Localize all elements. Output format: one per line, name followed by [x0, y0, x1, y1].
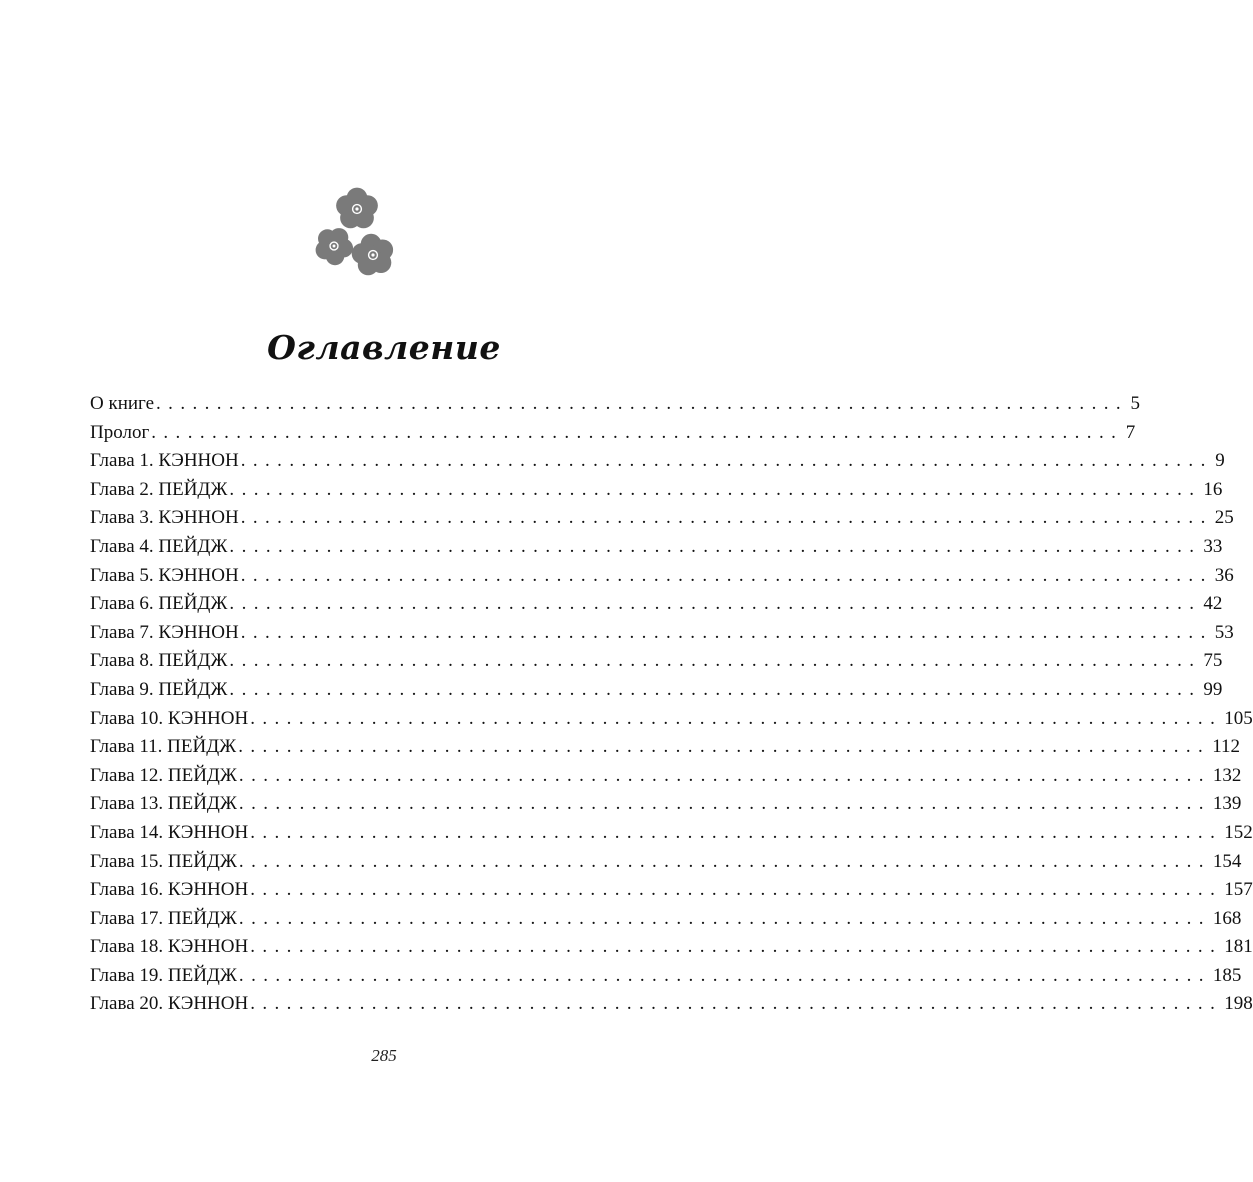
toc-leader-dots: ................................................................................	[156, 393, 1129, 414]
page-number: 285	[371, 1046, 397, 1065]
toc-entry-title: Глава 20. КЭННОН	[90, 993, 249, 1015]
toc-entry-page: 33	[1203, 535, 1223, 557]
toc-entry	[90, 705, 1253, 734]
toc-entry-page: 157	[1224, 879, 1253, 901]
toc-entry	[90, 933, 1253, 962]
toc-entry	[90, 876, 1253, 905]
toc-entry-title: Глава 9. ПЕЙДЖ	[90, 678, 228, 700]
toc-leader-dots: ................................................................................	[250, 993, 1223, 1015]
toc-entry-title: Глава 16. КЭННОН	[90, 879, 249, 901]
toc-entry-title: Глава 13. ПЕЙДЖ	[90, 793, 237, 815]
toc-entry-title: Глава 1. КЭННОН	[90, 450, 239, 472]
toc-entry-page: 99	[1203, 678, 1223, 700]
toc-leader-dots: ................................................................................	[238, 793, 1211, 815]
flower-blossom-icon	[352, 234, 393, 276]
toc-leader-dots: ................................................................................	[238, 850, 1211, 872]
toc-entry-page: 132	[1212, 764, 1242, 786]
toc-entry-page: 181	[1224, 936, 1253, 958]
toc-leader-dots: ................................................................................	[240, 507, 1213, 529]
toc-entry-page: 198	[1224, 993, 1253, 1015]
toc-entry-title: Глава 14. КЭННОН	[90, 821, 249, 843]
flower-blossom-icon	[336, 188, 378, 229]
toc-entry-title: Глава 8. ПЕЙДЖ	[90, 650, 228, 672]
toc-leader-dots: ................................................................................	[151, 421, 1124, 443]
toc-leader-dots: ................................................................................	[250, 707, 1223, 729]
toc-entry-title: Глава 3. КЭННОН	[90, 507, 239, 529]
toc-entry-title: Глава 17. ПЕЙДЖ	[90, 907, 237, 929]
toc-entry-title: Глава 19. ПЕЙДЖ	[90, 964, 237, 986]
toc-entry-page: 36	[1214, 564, 1234, 586]
flower-blossom-icon	[316, 228, 353, 265]
toc-entry	[90, 819, 1253, 848]
toc-entry-page: 152	[1224, 821, 1253, 843]
toc-entry	[90, 762, 1242, 791]
toc-entry	[90, 390, 1141, 419]
toc-leader-dots: ................................................................................	[229, 593, 1202, 615]
toc-leader-dots: ................................................................................	[229, 535, 1202, 557]
toc-entry-title: Глава 15. ПЕЙДЖ	[90, 850, 237, 872]
flower-cluster-icon	[313, 186, 397, 278]
toc-entry	[90, 476, 1223, 505]
toc-entry-page: 9	[1215, 450, 1225, 472]
toc-entry-page: 5	[1130, 393, 1141, 414]
toc-entry-page: 168	[1212, 907, 1242, 929]
toc-entry-title: Глава 5. КЭННОН	[90, 564, 239, 586]
toc-entry	[90, 647, 1223, 676]
toc-entry	[90, 790, 1242, 819]
toc-entry	[90, 848, 1242, 877]
toc-entry	[90, 905, 1242, 934]
toc-entry-title: Глава 4. ПЕЙДЖ	[90, 535, 228, 557]
toc-entry	[90, 733, 1240, 762]
toc-entry	[90, 962, 1242, 991]
toc-entry-title: Глава 7. КЭННОН	[90, 621, 239, 643]
toc-entry-title: Глава 11. ПЕЙДЖ	[90, 736, 237, 758]
toc-entry-page: 42	[1203, 593, 1223, 615]
toc-leader-dots: ................................................................................	[238, 964, 1211, 986]
toc-leader-dots: ................................................................................	[250, 936, 1223, 958]
toc-entry-title: Глава 2. ПЕЙДЖ	[90, 478, 228, 500]
toc-leader-dots: ................................................................................	[240, 621, 1213, 643]
toc-entry	[90, 533, 1223, 562]
toc-entry-page: 112	[1212, 736, 1240, 758]
toc-entry-page: 139	[1212, 793, 1242, 815]
toc-entry-title: Глава 12. ПЕЙДЖ	[90, 764, 237, 786]
toc-entry	[90, 676, 1223, 705]
toc-entry	[90, 419, 1136, 448]
toc-entry-title: Глава 10. КЭННОН	[90, 707, 249, 729]
toc-leader-dots: ................................................................................	[238, 907, 1211, 929]
toc-entry-page: 25	[1214, 507, 1234, 529]
toc-leader-dots: ................................................................................	[240, 450, 1213, 472]
toc-entry	[90, 504, 1234, 533]
toc-leader-dots: ................................................................................	[240, 564, 1213, 586]
toc-entry-title: О книге	[90, 393, 155, 414]
toc-entry-page: 105	[1224, 707, 1253, 729]
toc-leader-dots: ................................................................................	[229, 650, 1202, 672]
toc-entry	[90, 590, 1223, 619]
toc-entry-page: 75	[1203, 650, 1223, 672]
toc-entry-page: 16	[1203, 478, 1223, 500]
flower-ornament-graphic	[313, 186, 397, 278]
toc-leader-dots: ................................................................................	[229, 478, 1202, 500]
toc-entry-title: Глава 18. КЭННОН	[90, 936, 249, 958]
table-of-contents	[90, 390, 1253, 1019]
toc-entry	[90, 447, 1225, 476]
toc-entry-title: Пролог	[90, 421, 150, 443]
toc-entry	[90, 562, 1234, 591]
toc-entry	[90, 619, 1234, 648]
toc-entry-page: 53	[1214, 621, 1234, 643]
toc-entry-page: 185	[1212, 964, 1242, 986]
toc-entry-page: 7	[1125, 421, 1136, 443]
toc-entry-title: Глава 6. ПЕЙДЖ	[90, 593, 228, 615]
toc-leader-dots: ................................................................................	[238, 764, 1211, 786]
toc-leader-dots: ................................................................................	[229, 678, 1202, 700]
page-title: Оглавление	[267, 328, 501, 368]
toc-leader-dots: ................................................................................	[250, 821, 1223, 843]
toc-entry-page: 154	[1212, 850, 1242, 872]
toc-leader-dots: ................................................................................	[238, 736, 1211, 758]
toc-leader-dots: ................................................................................	[250, 879, 1223, 901]
toc-entry	[90, 990, 1253, 1019]
